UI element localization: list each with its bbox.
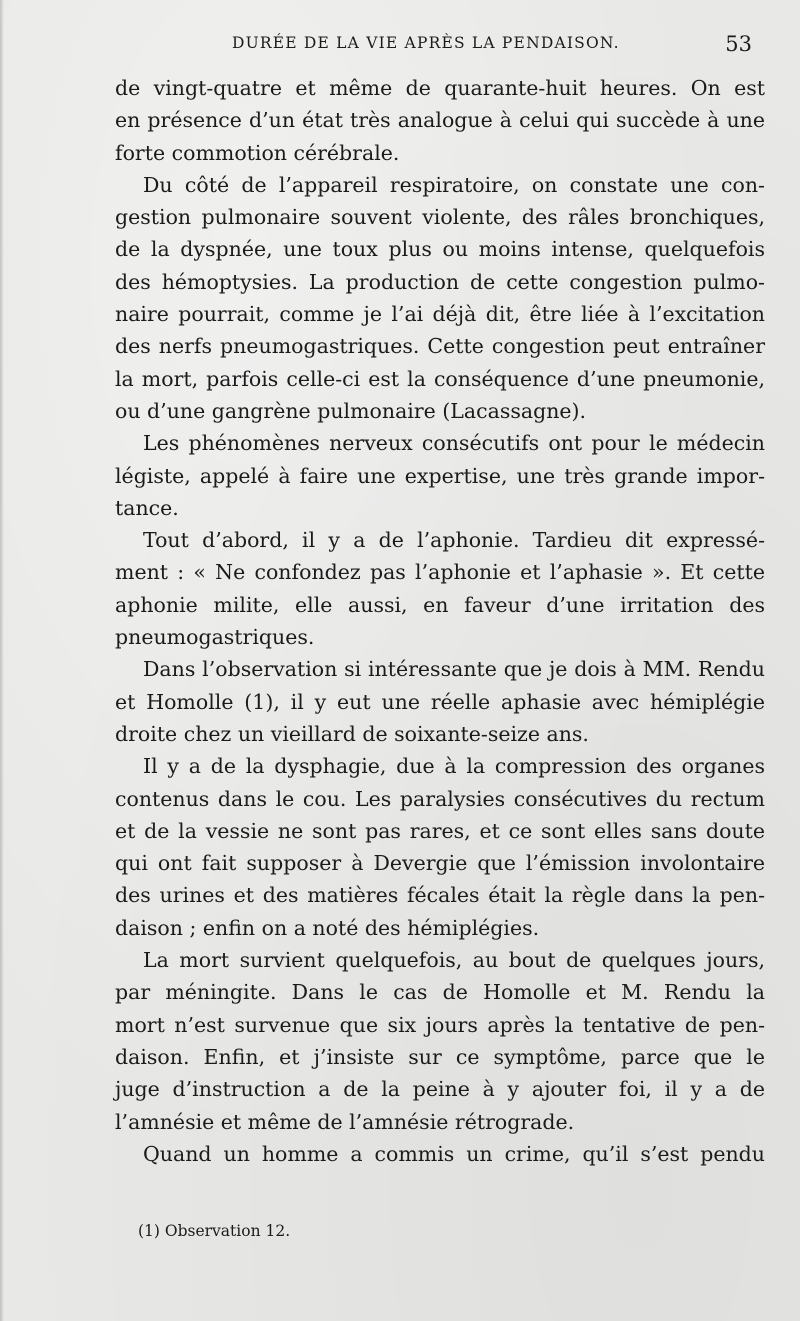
body-text xyxy=(115,72,765,1170)
text-line: pneumogastriques. xyxy=(115,625,315,650)
text-line: Dans l’observation si intéressante que je dois à MM. Rendu xyxy=(143,657,765,682)
running-title: DURÉE DE LA VIE APRÈS LA PENDAISON. xyxy=(232,34,620,52)
text-line: Les phénomènes nerveux consécutifs ont pour le médecin xyxy=(143,431,765,456)
text-line: de la dyspnée, une toux plus ou moins intense, quelquefois xyxy=(115,237,765,262)
text-line: et de la vessie ne sont pas rares, et ce sont elles sans doute xyxy=(115,818,765,843)
text-line: ou d’une gangrène pulmonaire (Lacassagne). xyxy=(115,398,587,423)
text-line: de vingt-quatre et même de quarante-huit heures. On est xyxy=(115,76,765,100)
text-line: juge d’instruction a de la peine à y ajouter foi, il y a de xyxy=(115,1077,765,1102)
text-line: en présence d’un état très analogue à celui qui succède à une xyxy=(115,108,765,133)
text-line: et Homolle (1), il y eut une réelle aphasie avec hémiplégie xyxy=(115,689,765,714)
text-line: légiste, appelé à faire une expertise, une très grande impor- xyxy=(115,463,765,488)
text-line: Tout d’abord, il y a de l’aphonie. Tardieu dit expressé- xyxy=(143,528,765,553)
text-line: des nerfs pneumogastriques. Cette congestion peut entraîner xyxy=(115,334,765,359)
text-line: ment : « Ne confondez pas l’aphonie et l’aphasie ». Et cette xyxy=(115,560,765,585)
text-line: La mort survient quelquefois, au bout de quelques jours, xyxy=(143,948,765,973)
page-edge-shadow xyxy=(0,0,4,1321)
text-line: des urines et des matières fécales était la règle dans la pen- xyxy=(115,883,765,908)
text-line: la mort, parfois celle-ci est la conséquence d’une pneumonie, xyxy=(115,366,765,391)
text-line: Du côté de l’appareil respiratoire, on constate une con- xyxy=(143,172,765,197)
text-line: naire pourrait, comme je l’ai déjà dit, être liée à l’excitation xyxy=(115,302,765,327)
text-line: par méningite. Dans le cas de Homolle et M. Rendu la xyxy=(115,980,765,1005)
text-line: des hémoptysies. La production de cette congestion pulmo- xyxy=(115,269,765,294)
footnote: (1) Observation 12. xyxy=(138,1222,291,1240)
text-line: forte commotion cérébrale. xyxy=(115,140,400,165)
text-line: gestion pulmonaire souvent violente, des râles bronchiques, xyxy=(115,205,765,230)
text-line: daison ; enfin on a noté des hémiplégies. xyxy=(115,915,540,940)
text-line: Il y a de la dysphagie, due à la compression des organes xyxy=(143,754,765,779)
running-head xyxy=(0,34,800,58)
text-line: tance. xyxy=(115,495,179,520)
text-line: mort n’est survenue que six jours après la tentative de pen- xyxy=(115,1012,765,1037)
text-line: l’amnésie et même de l’amnésie rétrograde. xyxy=(115,1109,575,1134)
text-line: Quand un homme a commis un crime, qu’il s’est pendu xyxy=(143,1141,765,1166)
text-line: aphonie milite, elle aussi, en faveur d’une irritation des xyxy=(115,592,765,617)
text-line: contenus dans le cou. Les paralysies consécutives du rectum xyxy=(115,786,765,811)
text-line: qui ont fait supposer à Devergie que l’émission involontaire xyxy=(115,851,765,876)
text-line: droite chez un vieillard de soixante-seize ans. xyxy=(115,721,589,746)
text-line: daison. Enfin, et j’insiste sur ce symptôme, parce que le xyxy=(115,1044,765,1069)
page-number: 53 xyxy=(725,32,752,56)
